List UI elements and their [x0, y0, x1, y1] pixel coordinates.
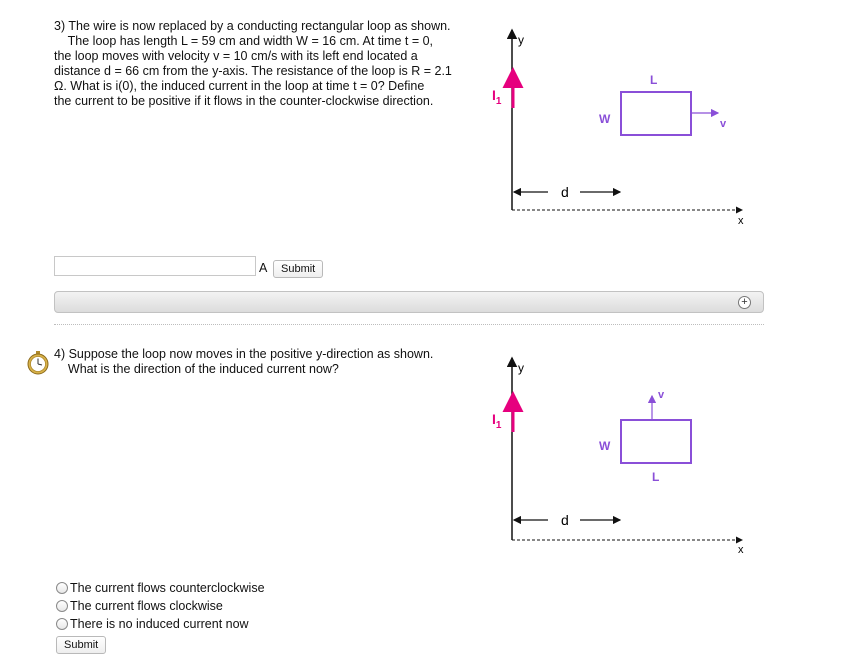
section-divider — [54, 324, 764, 325]
radio-button[interactable] — [56, 600, 68, 612]
question-3-diagram — [480, 20, 760, 230]
velocity-label: v — [658, 389, 665, 401]
y-axis-label: y — [518, 361, 524, 375]
stopwatch-icon — [27, 351, 49, 375]
question-3-text: 3) The wire is now replaced by a conducting rectangular loop as shown. The loop has length L = 59 cm and width W = 16 cm. At time t = 0, the loop moves with velocity v = 10 cm/s with its left end located a distance d = 66 cm from the y-axis. The resistance of the loop is R = 2.1 Ω. What is i(0), the induced current in the loop at time t = 0? Define the current to be positive if it flows in the counter-clockwise direction. — [54, 19, 452, 108]
hint-bar[interactable] — [54, 291, 764, 313]
unit-label: A — [259, 261, 268, 275]
choice-label: The current flows clockwise — [70, 599, 223, 613]
velocity-label: v — [720, 118, 727, 130]
current-label: $I_1$ — [492, 87, 502, 107]
distance-label: d — [561, 184, 569, 200]
x-axis-label: x — [738, 215, 744, 227]
y-axis-label: y — [518, 33, 524, 47]
expand-plus-icon[interactable]: + — [738, 296, 751, 309]
radio-button[interactable] — [56, 582, 68, 594]
question-4-diagram — [480, 350, 760, 560]
submit-button-q4[interactable]: Submit — [56, 636, 106, 654]
loop-width-label: W — [599, 439, 611, 453]
choice-label: There is no induced current now — [70, 617, 249, 631]
loop-length-label: L — [652, 470, 660, 484]
choice-label: The current flows counterclockwise — [70, 581, 265, 595]
submit-button-q3[interactable]: Submit — [273, 260, 323, 278]
choice-clockwise[interactable] — [56, 598, 223, 614]
choice-counterclockwise[interactable] — [56, 580, 265, 596]
conducting-loop — [621, 92, 691, 135]
question-4-text: 4) Suppose the loop now moves in the positive y-direction as shown. What is the direction of the induced current now? — [54, 347, 434, 376]
x-axis-label: x — [738, 544, 744, 556]
distance-label: d — [561, 512, 569, 528]
current-label: $I_1$ — [492, 411, 502, 431]
loop-length-label: L — [650, 73, 658, 87]
radio-button[interactable] — [56, 618, 68, 630]
choice-no-current[interactable] — [56, 616, 249, 632]
conducting-loop — [621, 420, 691, 463]
answer-input[interactable] — [54, 256, 256, 276]
loop-width-label: W — [599, 112, 611, 126]
